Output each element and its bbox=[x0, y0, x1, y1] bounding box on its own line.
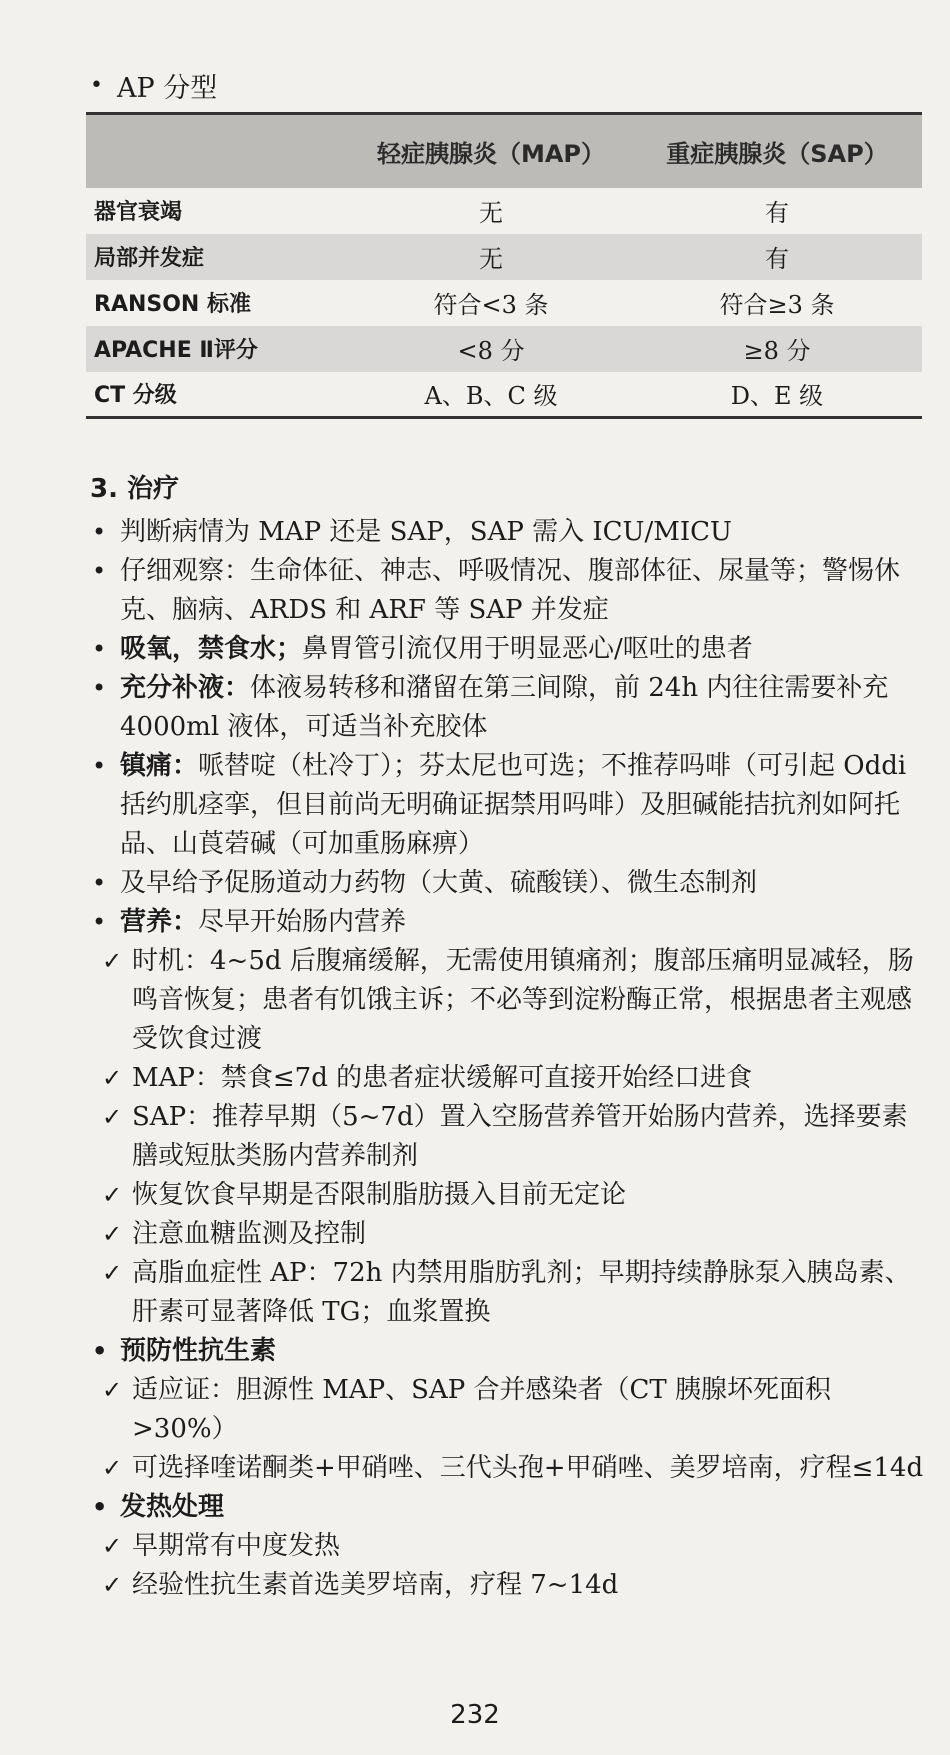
cell-map: 无 bbox=[479, 245, 503, 273]
item-text: 鼻胃管引流仅用于明显恶心/呕吐的患者 bbox=[302, 634, 753, 664]
ap-classification-table bbox=[86, 112, 922, 419]
check-item: ✓ 恢复饮食早期是否限制脂肪摄入目前无定论 bbox=[102, 1176, 930, 1215]
bold-lead: 营养： bbox=[120, 907, 199, 937]
item-text: 体液易转移和潴留在第三间隙，前 24h 内往往需要补充 4000ml 液体，可适当补充胶体 bbox=[120, 673, 889, 742]
cell-sap: 符合≥3 条 bbox=[719, 291, 835, 319]
row-label: 器官衰竭 bbox=[94, 200, 183, 225]
row-label: 局部并发症 bbox=[94, 246, 205, 271]
check-item: ✓ 注意血糖监测及控制 bbox=[102, 1215, 930, 1254]
bullet-icon: • bbox=[90, 72, 103, 98]
check-item: ✓ MAP：禁食≤7d 的患者症状缓解可直接开始经口进食 bbox=[102, 1059, 930, 1098]
table-header-map: 轻症胰腺炎（MAP） bbox=[376, 139, 606, 168]
table-row bbox=[86, 372, 922, 418]
table-row bbox=[86, 188, 922, 234]
cell-map: A、B、C 级 bbox=[424, 382, 558, 411]
list-item: • 及早给予促肠道动力药物（大黄、硫酸镁）、微生态制剂 bbox=[90, 864, 930, 903]
row-label: APACHE Ⅱ评分 bbox=[94, 338, 258, 363]
list-item bbox=[90, 903, 930, 942]
list-item: • 仔细观察：生命体征、神志、呼吸情况、腹部体征、尿量等；警惕休克、脑病、ARDS 和 ARF 等 SAP 并发症 bbox=[90, 552, 930, 630]
item-text: 哌替啶（杜冷丁）；芬太尼也可选；不推荐吗啡（可引起 Oddi 括约肌痉挛，但目前尚无明确证据禁用吗啡）及胆碱能拮抗剂如阿托品、山莨菪碱（可加重肠麻痹） bbox=[120, 751, 907, 859]
list-item: • 判断病情为 MAP 还是 SAP，SAP 需入 ICU/MICU bbox=[90, 513, 930, 552]
bold-lead: 镇痛： bbox=[120, 751, 199, 781]
check-item: ✓ SAP：推荐早期（5~7d）置入空肠营养管开始肠内营养，选择要素膳或短肽类肠内营养制剂 bbox=[102, 1098, 930, 1176]
page-number: 232 bbox=[450, 1700, 500, 1730]
table-header-row bbox=[86, 114, 922, 188]
table-row bbox=[86, 234, 922, 280]
list-item: • 发热处理 bbox=[90, 1488, 930, 1527]
treatment-heading: 3. 治疗 bbox=[90, 474, 180, 504]
section-title-text: AP 分型 bbox=[116, 73, 218, 104]
table-row bbox=[86, 326, 922, 372]
row-label: CT 分级 bbox=[94, 383, 177, 409]
treatment-section bbox=[90, 470, 930, 1605]
check-item: ✓ 可选择喹诺酮类+甲硝唑、三代头孢+甲硝唑、美罗培南，疗程≤14d bbox=[102, 1449, 930, 1488]
item-text: 尽早开始肠内营养 bbox=[198, 907, 407, 937]
list-item: • 预防性抗生素 bbox=[90, 1332, 930, 1371]
table-row bbox=[86, 280, 922, 326]
check-item: ✓ 高脂血症性 AP：72h 内禁用脂肪乳剂；早期持续静脉泵入胰岛素、肝素可显著降低 TG；血浆置换 bbox=[102, 1254, 930, 1332]
check-item: ✓ 适应证：胆源性 MAP、SAP 合并感染者（CT 胰腺坏死面积 >30%） bbox=[102, 1371, 930, 1449]
list-item bbox=[90, 669, 930, 747]
cell-map: 无 bbox=[479, 199, 503, 227]
cell-sap: ≥8 分 bbox=[743, 337, 811, 365]
row-label: RANSON 标准 bbox=[94, 292, 251, 317]
check-item: ✓ 早期常有中度发热 bbox=[102, 1527, 930, 1566]
cell-map: <8 分 bbox=[457, 337, 525, 365]
cell-map: 符合<3 条 bbox=[433, 291, 549, 319]
list-item bbox=[90, 630, 930, 669]
cell-sap: 有 bbox=[765, 245, 789, 273]
cell-sap: 有 bbox=[765, 199, 789, 227]
table-header-sap: 重症胰腺炎（SAP） bbox=[666, 139, 888, 168]
section-title bbox=[90, 66, 217, 105]
check-item: ✓ 时机：4~5d 后腹痛缓解，无需使用镇痛剂；腹部压痛明显减轻，肠鸣音恢复；患者有饥饿主诉；不必等到淀粉酶正常，根据患者主观感受饮食过渡 bbox=[102, 942, 930, 1059]
check-item: ✓ 经验性抗生素首选美罗培南，疗程 7~14d bbox=[102, 1566, 930, 1605]
bold-lead: 吸氧，禁食水； bbox=[120, 634, 303, 664]
list-item bbox=[90, 747, 930, 864]
bold-lead: 充分补液： bbox=[120, 673, 251, 703]
table-header-empty bbox=[86, 114, 350, 188]
cell-sap: D、E 级 bbox=[730, 382, 824, 411]
